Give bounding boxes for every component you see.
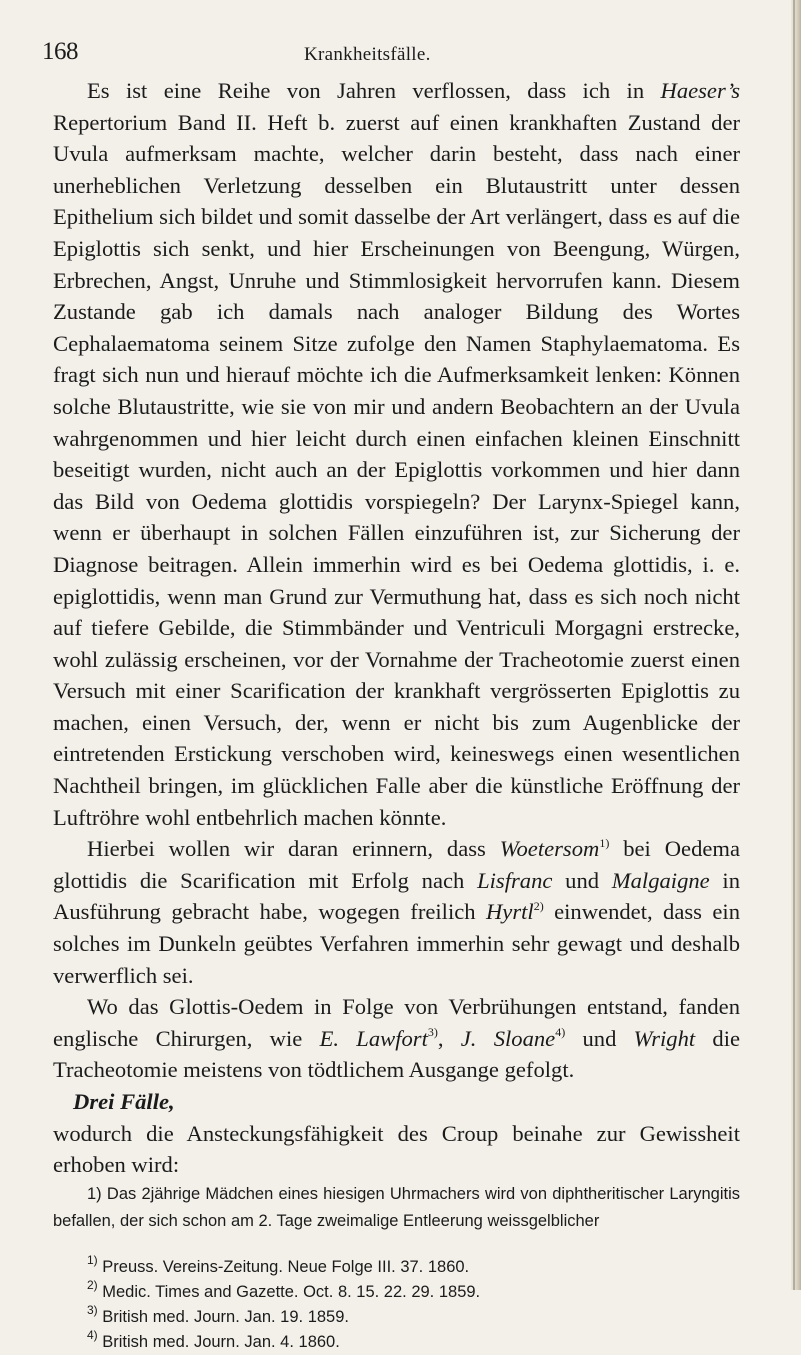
body-text bbox=[53, 75, 740, 1355]
author-name: Haeser’s bbox=[660, 78, 740, 103]
footnote-ref: 1) bbox=[599, 835, 610, 850]
footnote: $^{4)}$ British med. Journ. Jan. 4. 1860. bbox=[87, 1328, 340, 1351]
author-name: Woetersom bbox=[499, 836, 600, 862]
author-name: Wright bbox=[633, 1025, 696, 1051]
footnote-ref: 4) bbox=[555, 1025, 566, 1040]
footnote: $^{1)}$ Preuss. Vereins-Zeitung. Neue Folge III. 37. 1860. bbox=[87, 1253, 470, 1276]
section-heading: Drei Fälle, bbox=[73, 1089, 175, 1114]
author-name: E. Lawfort bbox=[319, 1025, 428, 1051]
footnote: $^{2)}$ Medic. Times and Gazette. Oct. 8. 15. 22. 29. 1859. bbox=[87, 1278, 481, 1301]
footnote-ref: 3) bbox=[427, 1025, 438, 1040]
footnotes bbox=[53, 1255, 740, 1355]
author-name: J. Sloane bbox=[460, 1025, 556, 1051]
case-paragraph: 1) Das 2jährige Mädchen eines hiesigen Uhrmachers wird von diphtheritischer Laryngitis befallen, der sich schon am 2. Tage zweimalige Entleerung weissgelblicher bbox=[53, 1184, 740, 1230]
page-edge bbox=[791, 0, 801, 1290]
author-name: Malgaigne bbox=[611, 867, 710, 893]
footnote: $^{3)}$ British med. Journ. Jan. 19. 1859. bbox=[87, 1303, 349, 1326]
author-name: Lisfranc bbox=[477, 867, 553, 893]
paragraph-1: Es ist eine Reihe von Jahren verflossen, dass ich in Haeser’s Repertorium Band II. Heft b. zuerst auf einen krankhaften Zustand der Uvula aufmerksam machte, welcher darin besteht, dass nach einer unerheblichen Verletzung desselben ein Blutaustritt unter dessen Epithelium sich bildet und somit dasselbe der Art verlängert, dass es auf die Epiglottis sich senkt, und hier Erscheinungen von Beengung, Würgen, Erbrechen, Angst, Unruhe und Stimmlosigkeit hervorrufen kann. Diesem Zustande gab ich damals nach analoger Bildung des Wortes Cephalaematoma seinem Sitze zufolge den Namen Staphylaematoma. Es fragt sich nun und hierauf möchte ich die Aufmerksamkeit lenken: Können solche Blutaustritte, wie sie von mir und andern Beobachtern an der Uvula wahrgenommen und hier leicht durch einen einfachen kleinen Einschnitt beseitigt wurden, nicht auch an der Epiglottis vorkommen und hier dann das Bild von Oedema glottidis vorspiegeln? Der Larynx-Spiegel kann, wenn er überhaupt in solchen Fällen einzuführen ist, zur Sicherung der Diagnose beitragen. Allein immerhin wird es bei Oedema glottidis, i. e. epiglottidis, wenn man Grund zur Vermuthung hat, dass es sich noch nicht auf tiefere Gebilde, die Stimmbänder und Ventriculi Morgagni erstrecke, wohl zulässig erscheinen, vor der Vornahme der Tracheotomie zuerst einen Versuch mit einer Scarification der krankhaft vergrösserten Epiglottis zu machen, einen Versuch, der, wenn er nicht bis zum Augenblicke der eintretenden Erstickung verschoben wird, keineswegs einen wesentlichen Nachtheil bringen, im glücklichen Falle aber die künstliche Eröffnung der Luftröhre wohl entbehrlich machen könnte. bbox=[53, 78, 740, 830]
paragraph-2: Hierbei wollen wir daran erinnern, dass Woetersom$^{1)}$ bei Oedema glottidis die Scarification mit Erfolg nach Lisfranc und Malgaigne in Ausführung gebracht habe, wogegen freilich Hyrtl$^{2)}$ einwendet, dass ein solches im Dunkeln geübtes Verfahren immerhin sehr gewagt und deshalb verwerflich sei. bbox=[53, 835, 741, 988]
author-name: Hyrtl bbox=[485, 899, 534, 925]
page-header bbox=[42, 38, 742, 70]
running-head: Krankheitsfälle. bbox=[304, 44, 431, 65]
paragraph-3: Wo das Glottis-Oedem in Folge von Verbrühungen entstand, fanden englische Chirurgen, wie E. Lawfort$^{3)}$, J. Sloane$^{4)}$ und Wright die Tracheotomie meistens von tödtlichem Ausgange gefolgt. bbox=[53, 994, 740, 1083]
footnote-ref: 2) bbox=[533, 898, 544, 913]
paragraph-4: wodurch die Ansteckungsfähigkeit des Croup beinahe zur Gewissheit erhoben wird: bbox=[53, 1120, 740, 1178]
page-number: 168 bbox=[42, 38, 78, 65]
